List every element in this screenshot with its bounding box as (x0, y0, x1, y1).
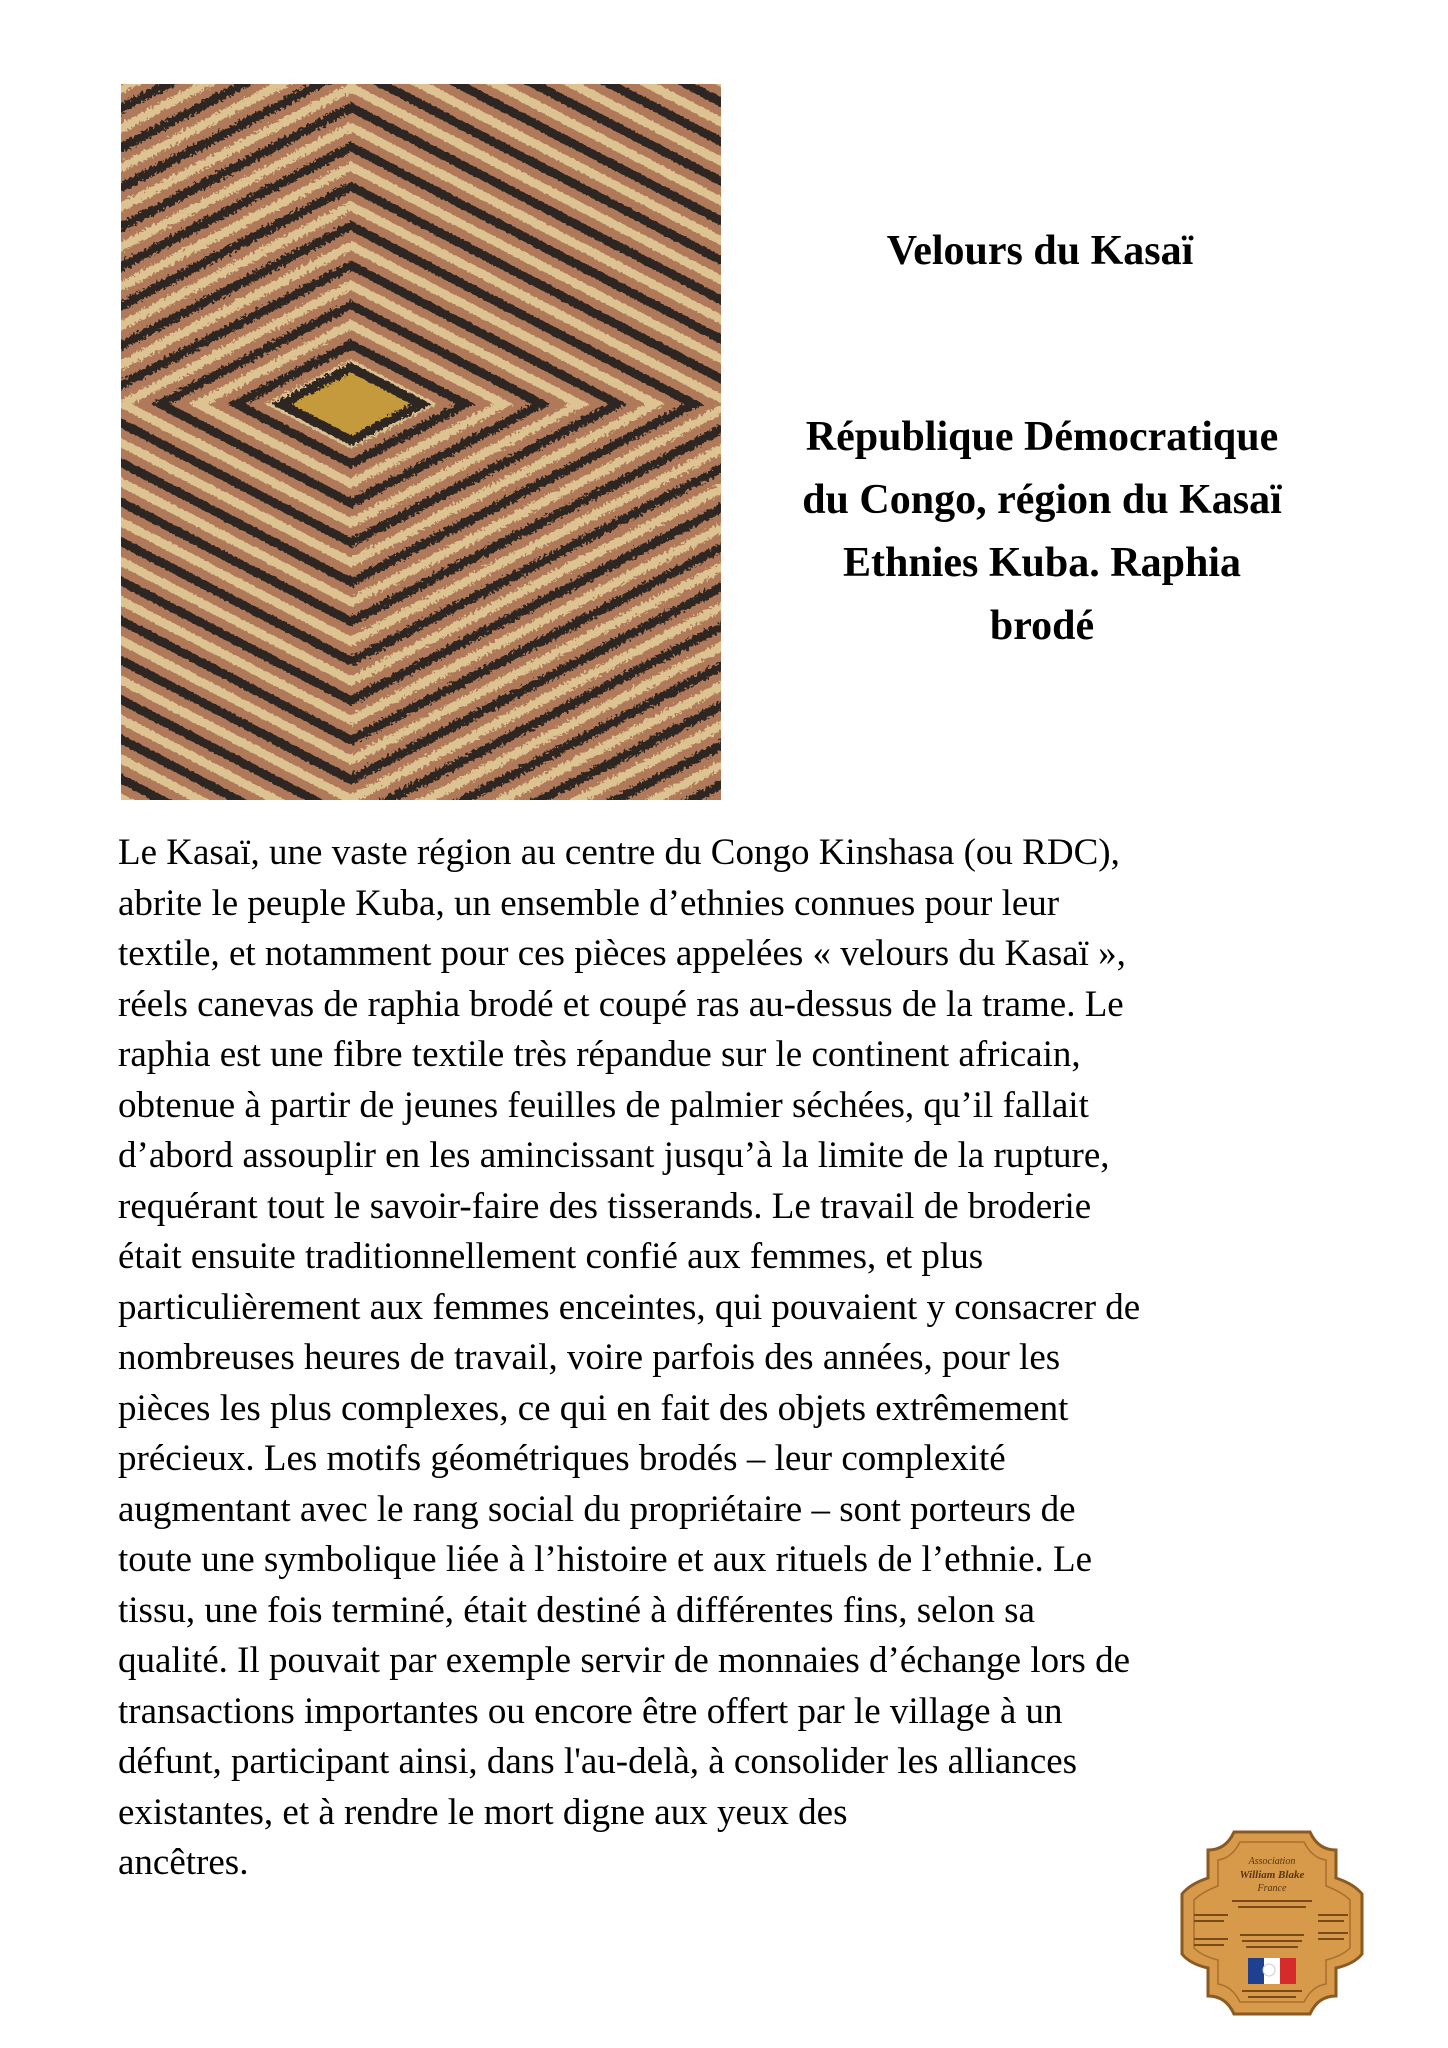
body-line: raphia est une fibre textile très répandue sur le continent africain, (118, 1034, 1081, 1075)
document-subtitle (748, 406, 1336, 658)
body-line: abrite le peuple Kuba, un ensemble d’ethnies connues pour leur (118, 882, 1060, 924)
velvet-pattern (121, 84, 721, 800)
body-line: textile, et notamment pour ces pièces appelées « velours du Kasaï », (118, 933, 1126, 974)
body-line: était ensuite traditionnellement confié aux femmes, et plus (118, 1236, 984, 1277)
body-line: tissu, une fois terminé, était destiné à différentes fins, selon sa (118, 1589, 1035, 1631)
stamp-text-line2: William Blake (1239, 1869, 1305, 1881)
body-line: Le Kasaï, une vaste région au centre du Congo Kinshasa (ou RDC), (118, 832, 1120, 873)
subtitle-line: Ethnies Kuba. Raphia (843, 540, 1241, 586)
body-line: requérant tout le savoir-faire des tisserands. Le travail de broderie (118, 1185, 1092, 1227)
subtitle-line: brodé (989, 603, 1095, 649)
stamp-text-line1: Association (1248, 1856, 1296, 1867)
body-line: d’abord assouplir en les amincissant jusqu’à la limite de la rupture, (118, 1135, 1110, 1176)
body-line: nombreuses heures de travail, voire parfois des années, pour les (118, 1337, 1061, 1378)
body-line: réels canevas de raphia brodé et coupé ras au-dessus de la trame. Le (118, 983, 1124, 1025)
body-line: augmentant avec le rang social du propriétaire – sont porteurs de (118, 1488, 1076, 1530)
body-line: défunt, participant ainsi, dans l'au-delà, à consolider les alliances (118, 1741, 1078, 1782)
body-text (118, 828, 1358, 1889)
body-line: existantes, et à rendre le mort digne aux yeux des (118, 1791, 848, 1833)
body-line: particulièrement aux femmes enceintes, qui pouvaient y consacrer de (118, 1286, 1141, 1328)
subtitle-line: du Congo, région du Kasaï (802, 477, 1282, 523)
body-line: ancêtres. (118, 1842, 249, 1883)
body-line: obtenue à partir de jeunes feuilles de palmier séchées, qu’il fallait (118, 1084, 1089, 1126)
body-line: pièces les plus complexes, ce qui en fait des objets extrêmement (118, 1387, 1069, 1429)
subtitle-line: République Démocratique (805, 414, 1279, 460)
body-line: précieux. Les motifs géométriques brodés – leur complexité (118, 1438, 1006, 1479)
kuba-velvet-photo (121, 84, 721, 800)
body-line: qualité. Il pouvait par exemple servir de monnaies d’échange lors de (118, 1640, 1130, 1681)
stamp-text-line3: France (1257, 1883, 1287, 1894)
body-line: transactions importantes ou encore être offert par le village à un (118, 1690, 1063, 1732)
marianne-flag-icon (1248, 1958, 1296, 1984)
stamp-emblem (1172, 1822, 1372, 2022)
body-line: toute une symbolique liée à l’histoire et aux rituels de l’ethnie. Le (118, 1539, 1093, 1580)
association-stamp-logo (1172, 1822, 1372, 2022)
document-title: Velours du Kasaï (886, 228, 1194, 274)
